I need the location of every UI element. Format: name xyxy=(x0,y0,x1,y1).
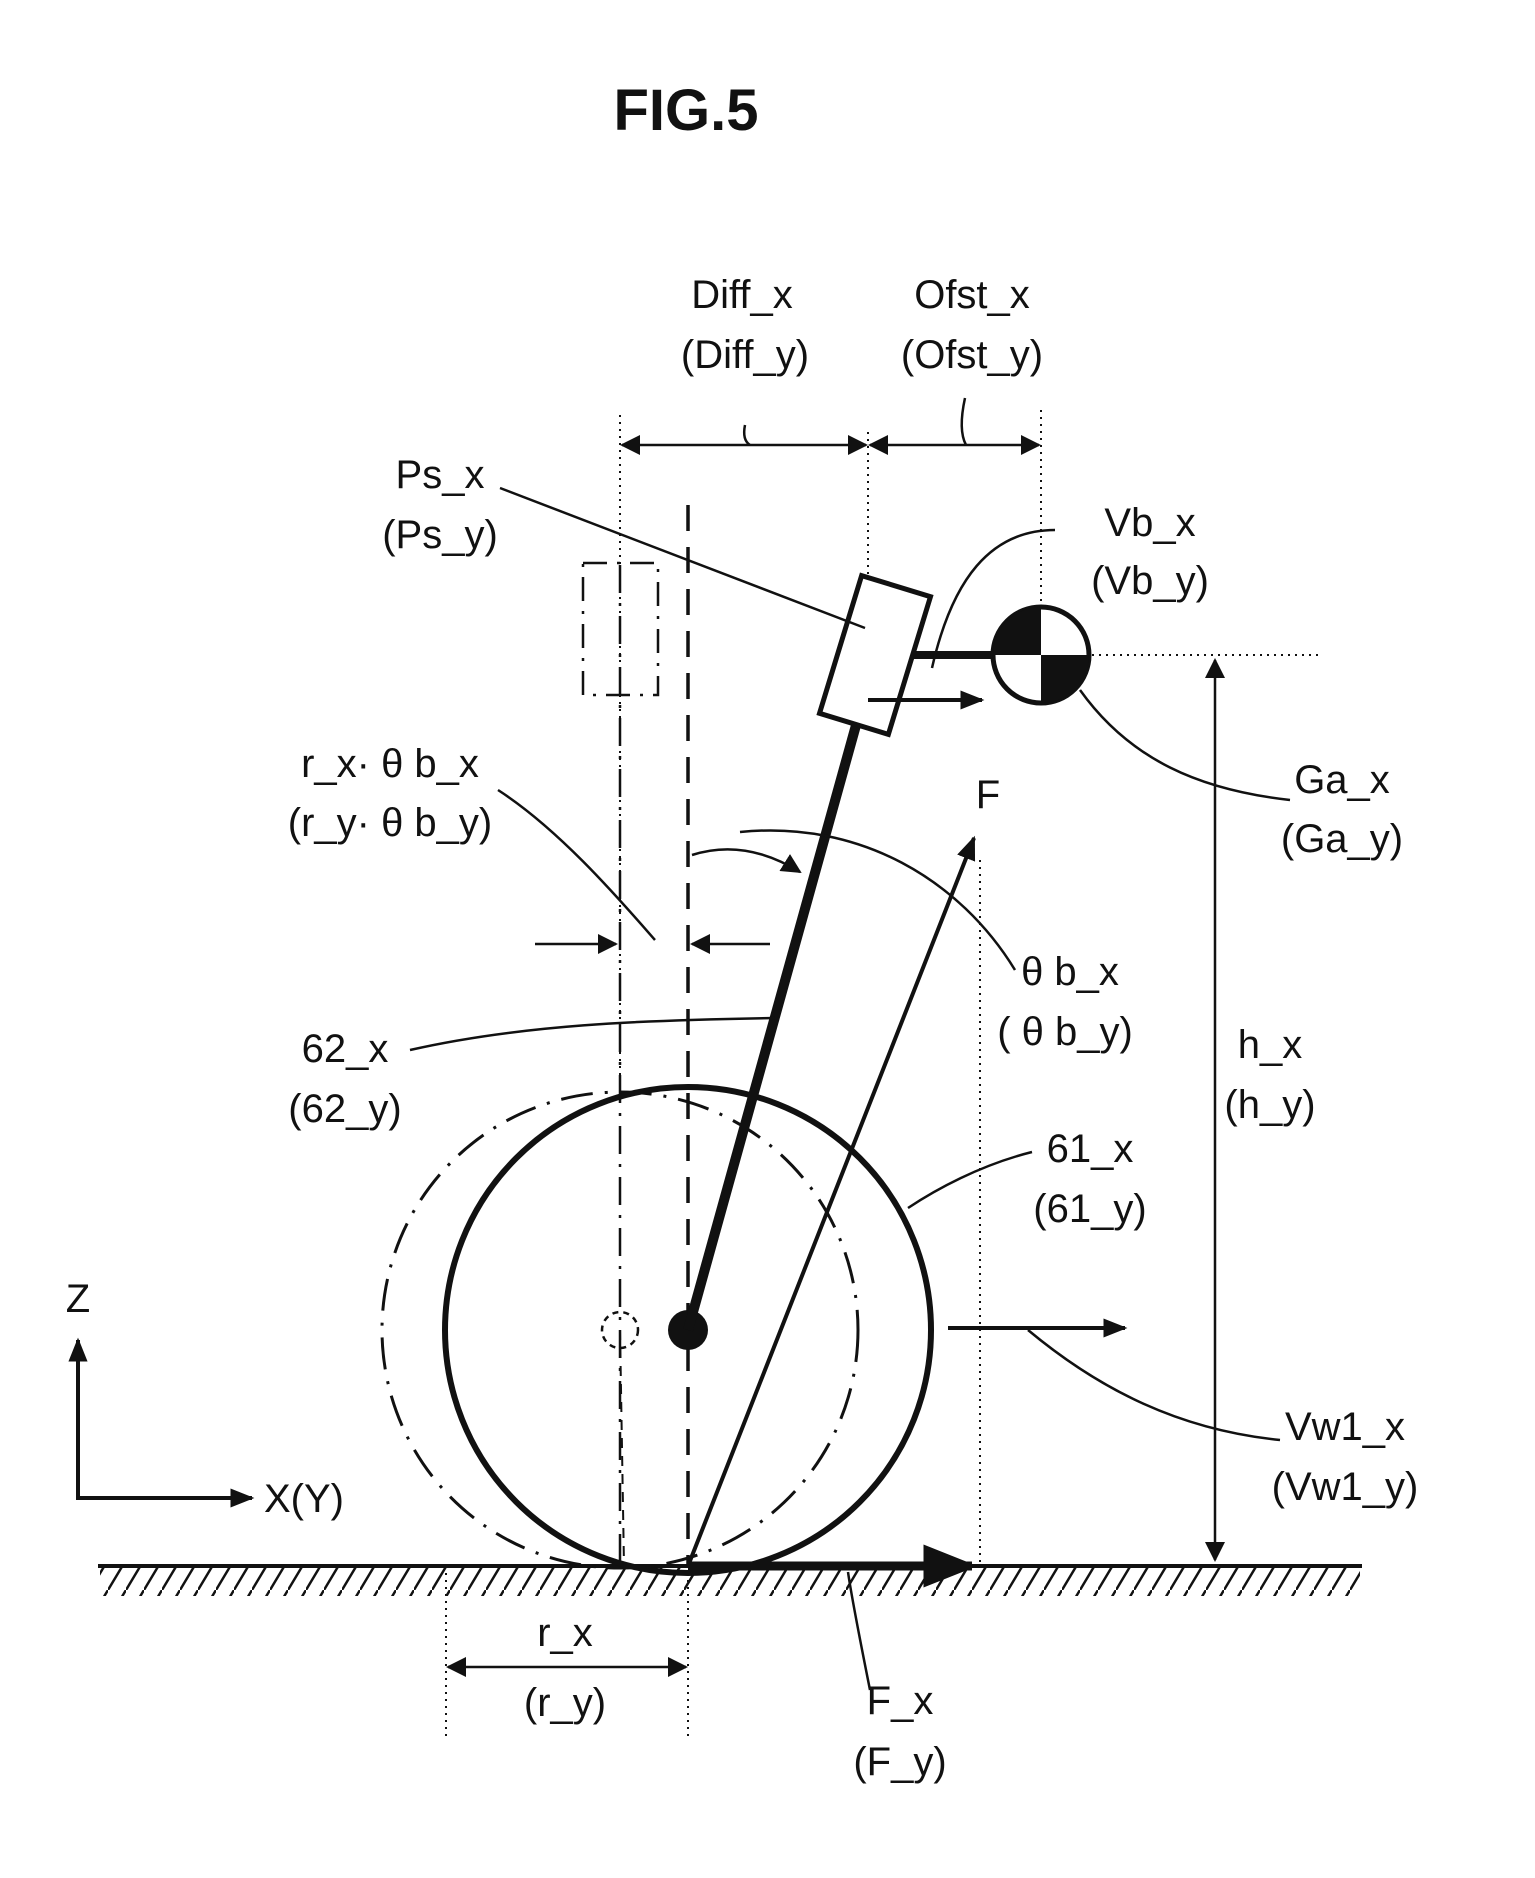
coordinate-axes xyxy=(76,1340,252,1498)
label-vb-x: Vb_x xyxy=(1104,501,1196,545)
label-rtheta-y: (r_y· θ b_y) xyxy=(287,801,493,845)
label-h-x: h_x xyxy=(1237,1023,1303,1067)
label-61-y: (61_y) xyxy=(1033,1187,1147,1231)
label-f-y: (F_y) xyxy=(853,1740,947,1784)
label-vb-y: (Vb_y) xyxy=(1091,559,1209,603)
label-h-y: (h_y) xyxy=(1224,1083,1316,1127)
label-62-x: 62_x xyxy=(301,1027,389,1071)
label-ofst-x: Ofst_x xyxy=(914,273,1030,317)
body-rod xyxy=(688,718,858,1330)
label-thetab-y: ( θ b_y) xyxy=(997,1010,1133,1054)
label-f: F xyxy=(975,773,1001,817)
dimension-arrows xyxy=(448,445,1215,1667)
label-ga-y: (Ga_y) xyxy=(1280,817,1404,861)
label-ofst-y: (Ofst_y) xyxy=(900,333,1044,377)
label-vw1-x: Vw1_x xyxy=(1284,1405,1406,1449)
label-ps-x: Ps_x xyxy=(395,453,485,497)
figure-title: FIG.5 xyxy=(613,78,759,143)
center-of-gravity-icon xyxy=(993,607,1089,703)
label-vw1-y: (Vw1_y) xyxy=(1271,1465,1419,1509)
theta-angle-arc xyxy=(692,849,800,872)
force-f-arrow xyxy=(688,838,974,1566)
centerlines xyxy=(382,505,858,1568)
label-f-x: F_x xyxy=(866,1679,934,1723)
label-61-x: 61_x xyxy=(1046,1127,1134,1171)
label-62-y: (62_y) xyxy=(288,1087,402,1131)
label-diff-x: Diff_x xyxy=(691,273,793,317)
label-diff-y: (Diff_y) xyxy=(680,333,810,377)
label-thetab-x: θ b_x xyxy=(1021,950,1119,994)
label-rtheta-x: r_x· θ b_x xyxy=(301,742,479,786)
label-r-y: (r_y) xyxy=(523,1681,607,1725)
xy-axis-label: X(Y) xyxy=(264,1477,344,1521)
label-r-x: r_x xyxy=(537,1611,593,1655)
label-ps-y: (Ps_y) xyxy=(382,513,498,557)
label-ga-x: Ga_x xyxy=(1294,758,1390,802)
z-axis-label: Z xyxy=(65,1277,91,1321)
